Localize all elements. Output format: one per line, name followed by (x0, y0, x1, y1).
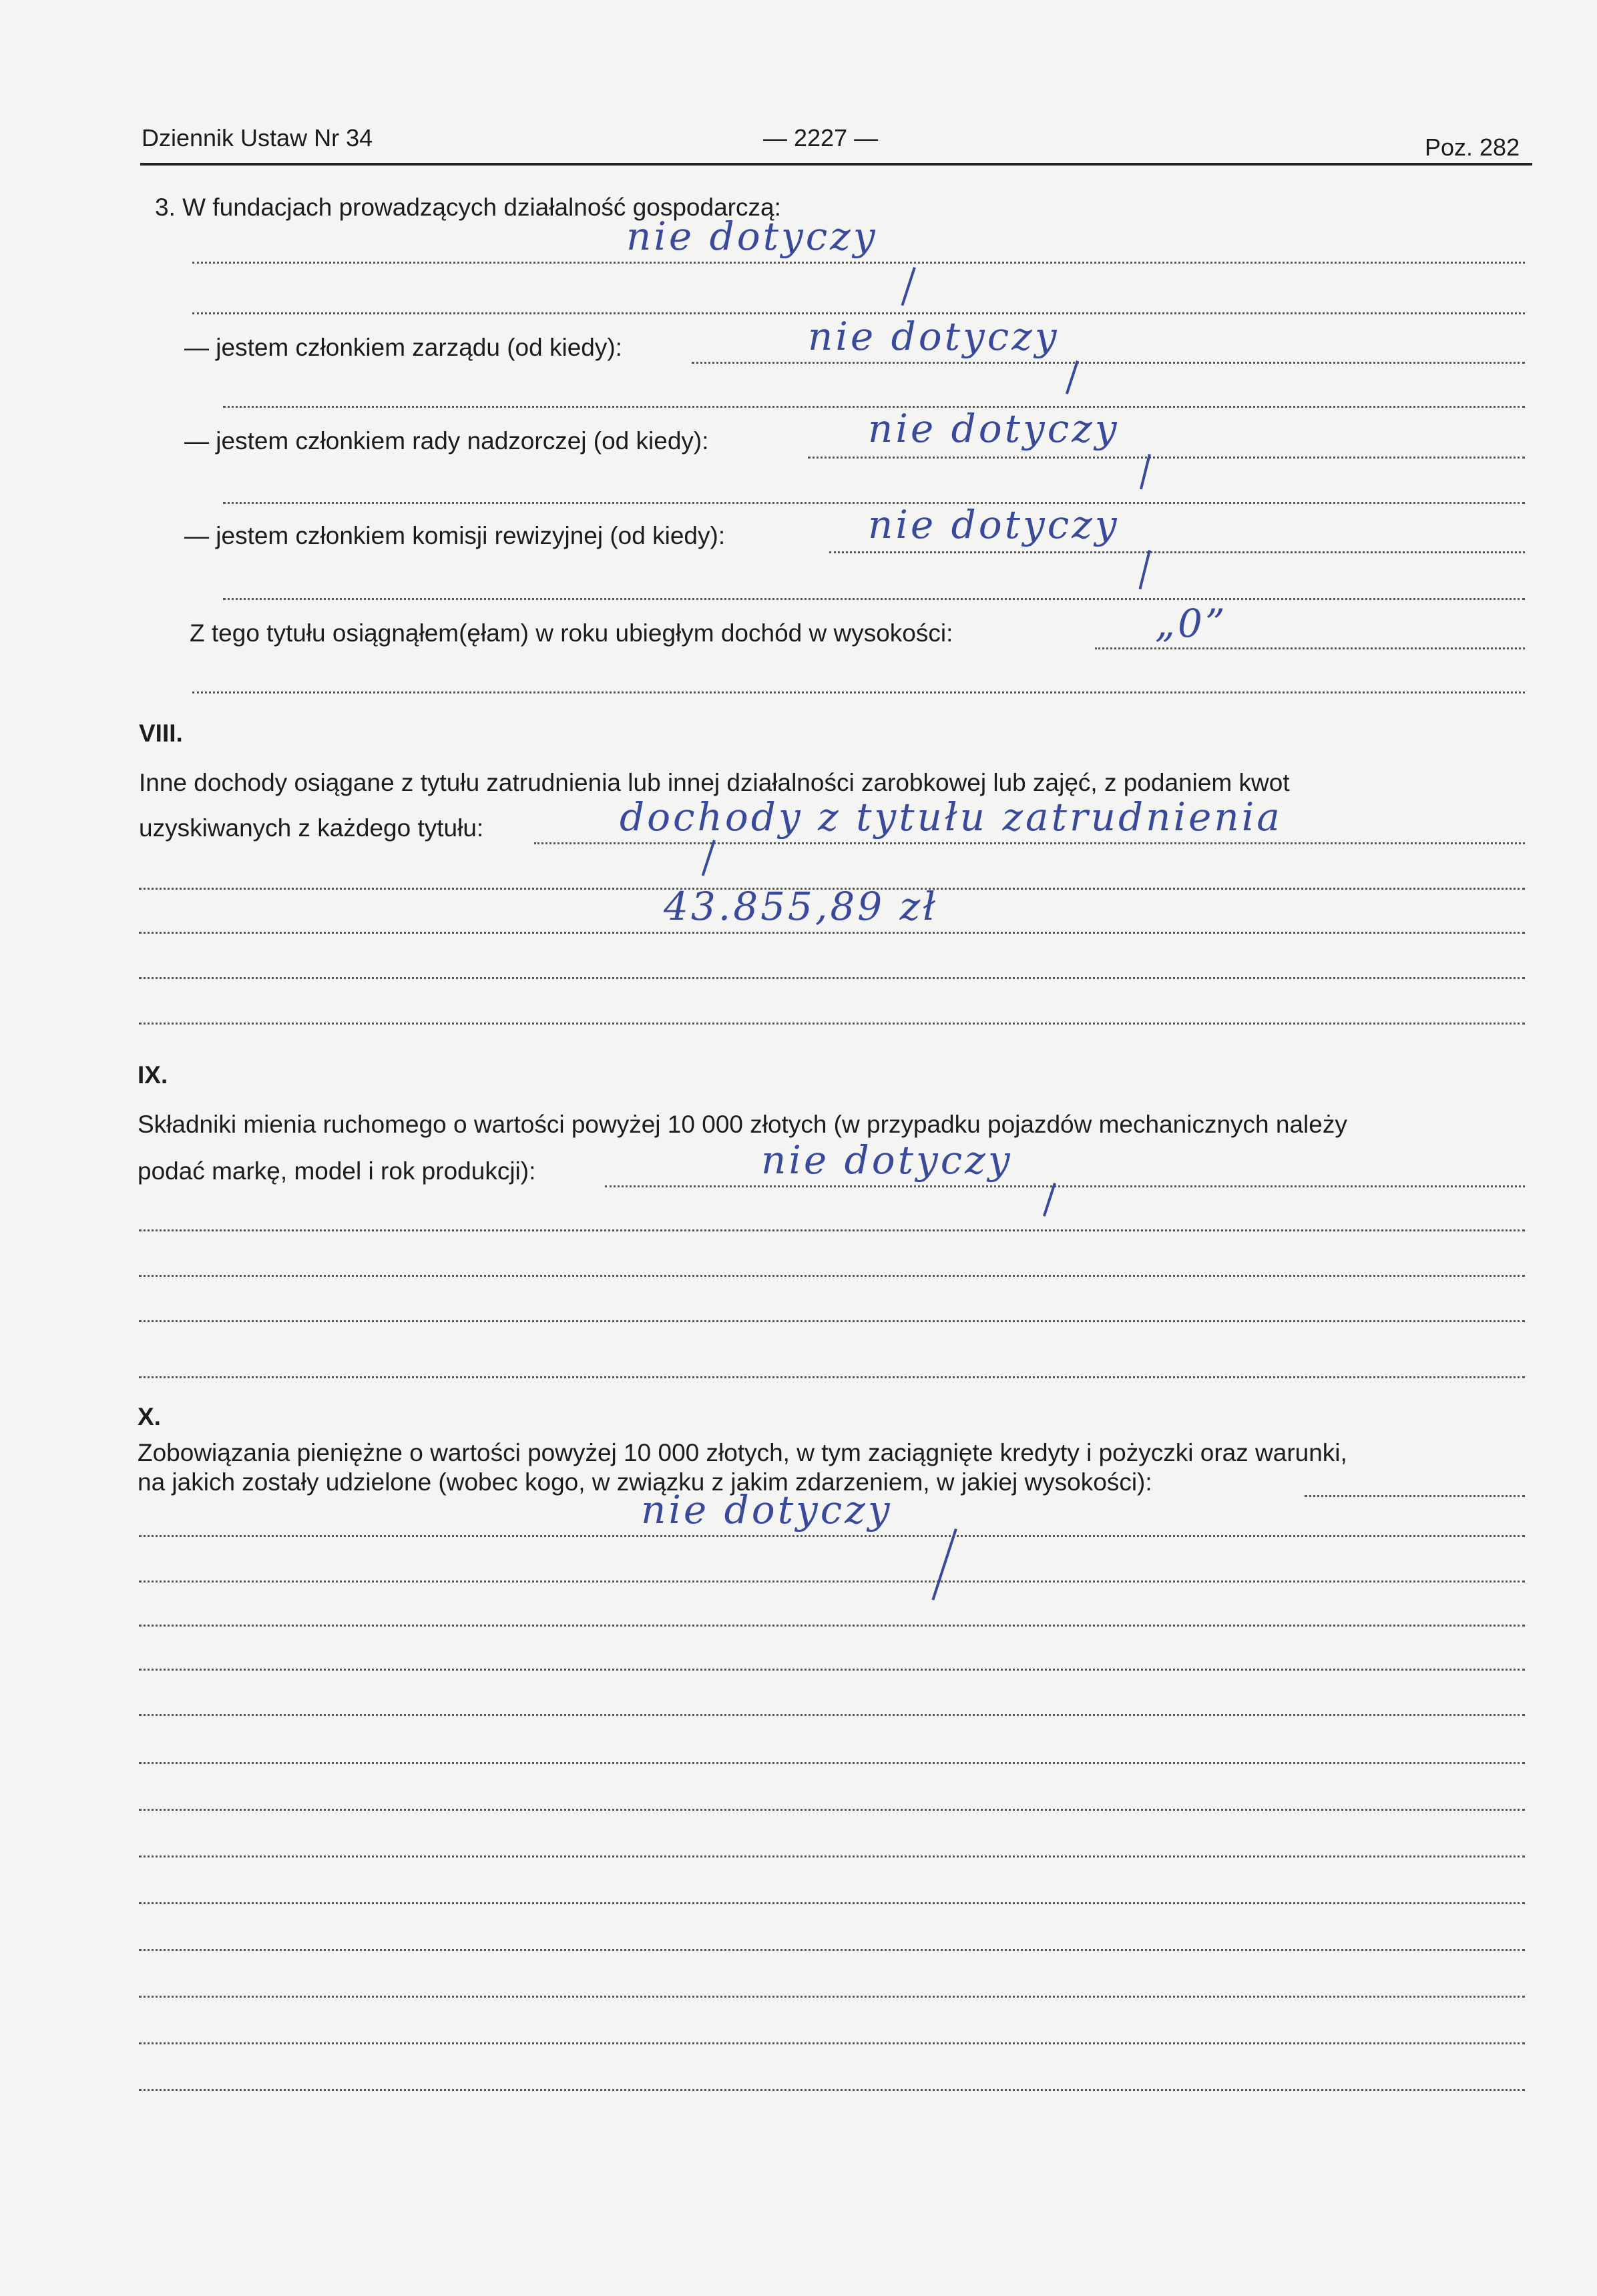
section-8-numeral: VIII. (139, 720, 183, 747)
answer-line (534, 842, 1525, 844)
handwritten-answer: nie dotyczy (868, 406, 1120, 451)
answer-line (223, 598, 1525, 600)
section-9-line1: Składniki mienia ruchomego o wartości powyżej 10 000 złotych (w przypadku pojazdów mechanicznych należy (138, 1111, 1347, 1138)
answer-line (139, 1581, 1525, 1583)
answer-line (139, 932, 1525, 934)
handwritten-answer: dochody z tytułu zatrudnienia (620, 794, 1283, 840)
section-8-line2: uzyskiwanych z każdego tytułu: (139, 814, 484, 842)
answer-line (139, 1669, 1525, 1671)
journal-title: Dziennik Ustaw Nr 34 (142, 124, 373, 152)
answer-line (139, 1320, 1525, 1322)
answer-line (139, 1023, 1525, 1025)
answer-line (139, 1996, 1525, 1998)
zarzad-label: — jestem członkiem zarządu (od kiedy): (184, 334, 622, 361)
answer-line (139, 1949, 1525, 1951)
answer-line (1305, 1495, 1525, 1497)
answer-line (139, 1809, 1525, 1811)
answer-line (1095, 647, 1525, 649)
pen-stroke (1043, 1183, 1056, 1217)
answer-line (139, 1762, 1525, 1764)
position-number: Poz. 282 (1425, 133, 1520, 161)
answer-line (605, 1185, 1525, 1187)
section-9-numeral: IX. (138, 1061, 168, 1089)
answer-line (139, 1625, 1525, 1627)
answer-line (192, 262, 1525, 264)
section-10-numeral: X. (138, 1403, 161, 1430)
section-9-line2: podać markę, model i rok produkcji): (138, 1157, 536, 1185)
answer-line (139, 1902, 1525, 1904)
section-8-line1: Inne dochody osiągane z tytułu zatrudnienia lub innej działalności zarobkowej lub zajęć, z podaniem kwot (139, 769, 1290, 796)
pen-stroke (901, 267, 915, 306)
answer-line (139, 1229, 1525, 1231)
answer-line (139, 1714, 1525, 1716)
pen-stroke (1066, 360, 1079, 394)
answer-line (139, 1376, 1525, 1378)
answer-line (139, 977, 1525, 979)
pen-stroke (1138, 550, 1150, 589)
answer-line (192, 691, 1525, 693)
pen-stroke (931, 1528, 957, 1601)
handwritten-answer: nie dotyczy (868, 502, 1120, 547)
answer-line (829, 551, 1525, 553)
answer-line (692, 362, 1525, 364)
answer-line (139, 1535, 1525, 1537)
section-10-line1: Zobowiązania pieniężne o wartości powyżej 10 000 złotych, w tym zaciągnięte kredyty i pożyczki oraz warunki, (138, 1439, 1347, 1466)
rada-label: — jestem członkiem rady nadzorczej (od kiedy): (184, 427, 709, 455)
answer-line (139, 2089, 1525, 2091)
section-10-line2: na jakich zostały udzielone (wobec kogo, w związku z jakim zdarzeniem, w jakiej wysokości): (138, 1468, 1152, 1496)
dochod-label: Z tego tytułu osiągnąłem(ęłam) w roku ubiegłym dochód w wysokości: (190, 619, 953, 647)
handwritten-amount: 43.855,89 zł (664, 884, 938, 929)
pen-stroke (702, 840, 716, 876)
header-rule (140, 163, 1532, 166)
answer-line (139, 2042, 1525, 2044)
section-3-title: 3. W fundacjach prowadzących działalność gospodarczą: (155, 194, 781, 221)
komisja-label: — jestem członkiem komisji rewizyjnej (od kiedy): (184, 522, 726, 549)
answer-line (808, 457, 1525, 459)
handwritten-answer: nie dotyczy (626, 214, 878, 259)
page-number: — 2227 — (763, 124, 879, 152)
handwritten-answer: nie dotyczy (761, 1137, 1013, 1183)
handwritten-answer: nie dotyczy (808, 314, 1060, 359)
answer-line (139, 1275, 1525, 1277)
answer-line (139, 1855, 1525, 1857)
pen-stroke (1140, 454, 1151, 489)
handwritten-answer: nie dotyczy (641, 1487, 893, 1532)
handwritten-answer: „0” (1155, 601, 1228, 646)
